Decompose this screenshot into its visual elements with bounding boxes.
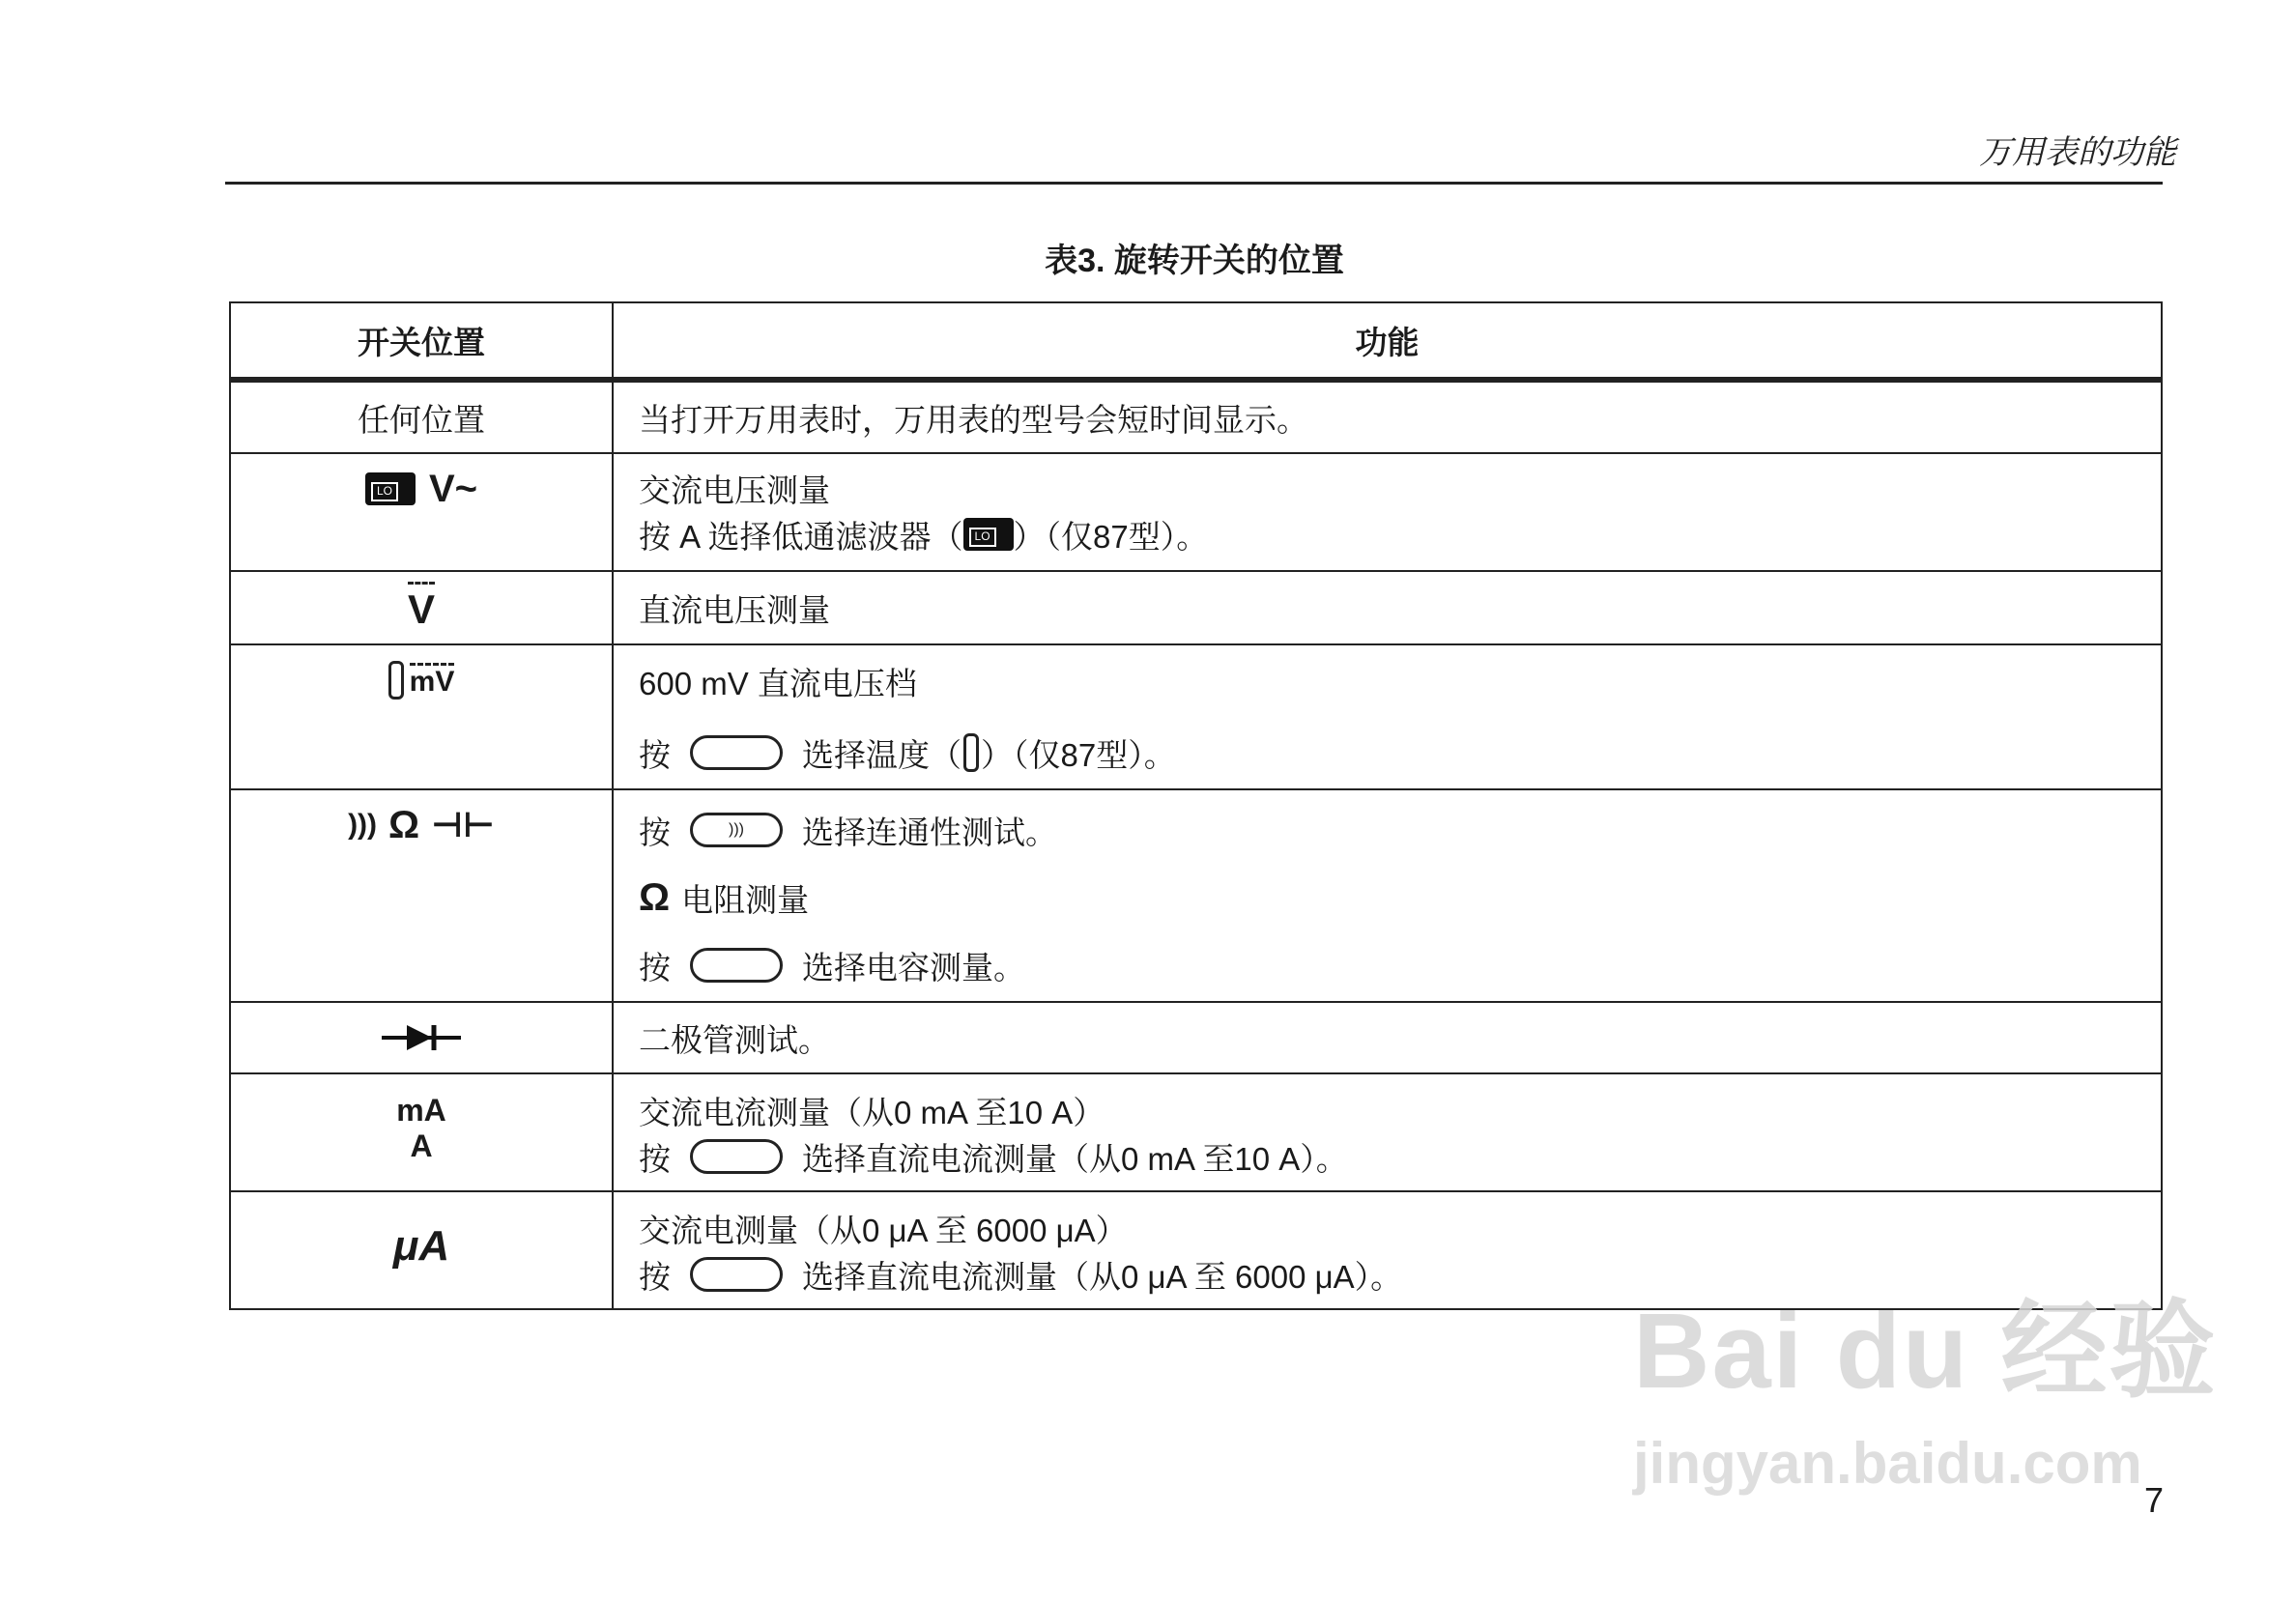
table-row <box>230 789 2162 1002</box>
function-text-line2: 按 A 选择低通滤波器（ LO ）（仅87型）。 <box>639 518 1209 555</box>
function-text: Ω 电阻测量 <box>639 875 810 919</box>
dc-voltage-icon: V <box>408 582 435 633</box>
ohm-icon: Ω <box>388 803 420 846</box>
continuity-icon: ))) <box>348 809 378 841</box>
function-text: 600 mV 直流电压档 <box>639 665 917 701</box>
function-text: 当打开万用表时，万用表的型号会短时间显示。 <box>639 401 1308 438</box>
function-text: 直流电压测量 <box>639 591 830 628</box>
position-cell <box>230 1191 613 1309</box>
watermark-url: jingyan.baidu.com <box>1633 1431 2142 1496</box>
position-cell <box>230 644 613 789</box>
function-cell <box>613 453 2162 571</box>
position-cell <box>230 789 613 1002</box>
table-row <box>230 1073 2162 1191</box>
current-ua-icon: μA <box>392 1222 450 1270</box>
position-cell <box>230 1002 613 1073</box>
function-cell <box>613 789 2162 1002</box>
dc-millivolt-icon: mV <box>410 663 455 699</box>
continuity-button-icon: ))) <box>690 813 783 847</box>
switch-position-table <box>229 301 2163 1310</box>
yellow-button-icon <box>690 1139 783 1174</box>
table-row <box>230 571 2162 644</box>
position-cell <box>230 453 613 571</box>
table-row <box>230 453 2162 571</box>
function-cell <box>613 571 2162 644</box>
function-text: 按 选择电容测量。 <box>639 949 1025 986</box>
function-text-line2: 按 选择温度（ ）（仅87型）。 <box>639 729 2160 776</box>
function-text: 交流电测量（从0 μA 至 6000 μA） <box>639 1212 1128 1248</box>
position-cell <box>230 380 613 453</box>
header-rule <box>225 182 2163 185</box>
ohm-icon: Ω <box>639 875 671 919</box>
diode-icon <box>232 1004 611 1071</box>
function-cell <box>613 380 2162 453</box>
function-text: 交流电压测量 <box>639 471 830 508</box>
yellow-button-icon <box>690 735 783 770</box>
function-text: 二极管测试。 <box>639 1021 830 1058</box>
position-cell <box>230 571 613 644</box>
col-header-function: 功能 <box>613 302 2162 380</box>
table-row <box>230 644 2162 789</box>
capacitor-icon: ⊣⊢ <box>431 805 495 844</box>
yellow-button-icon <box>690 948 783 983</box>
function-cell <box>613 1002 2162 1073</box>
function-text-line2: 按 选择直流电流测量（从0 μA 至 6000 μA）。 <box>639 1258 1403 1295</box>
table-row <box>230 1002 2162 1073</box>
table-caption: 表3. 旋转开关的位置 <box>1045 243 1344 279</box>
function-cell <box>613 644 2162 789</box>
lowpass-filter-icon: LO <box>365 472 416 505</box>
position-cell <box>230 1073 613 1191</box>
ac-voltage-icon: V~ <box>428 467 478 510</box>
thermometer-icon <box>963 733 979 772</box>
thermometer-icon <box>388 661 404 700</box>
watermark-logo: Bai du 经验 <box>1633 1292 2218 1411</box>
function-cell <box>613 1073 2162 1191</box>
function-text: 交流电流测量（从0 mA 至10 A） <box>639 1094 1105 1130</box>
yellow-button-icon <box>690 1257 783 1292</box>
page-number: 7 <box>2143 1480 2164 1520</box>
table-row <box>230 380 2162 453</box>
current-ma-icon: mA A <box>396 1093 446 1163</box>
function-text-line2: 按 选择直流电流测量（从0 mA 至10 A）。 <box>639 1140 1348 1177</box>
position-label: 任何位置 <box>358 401 485 438</box>
col-header-position: 开关位置 <box>230 302 613 380</box>
lowpass-filter-icon: LO <box>963 518 1014 551</box>
function-text: 按 ))) 选择连通性测试。 <box>639 814 1057 850</box>
section-title: 万用表的功能 <box>1979 134 2176 171</box>
